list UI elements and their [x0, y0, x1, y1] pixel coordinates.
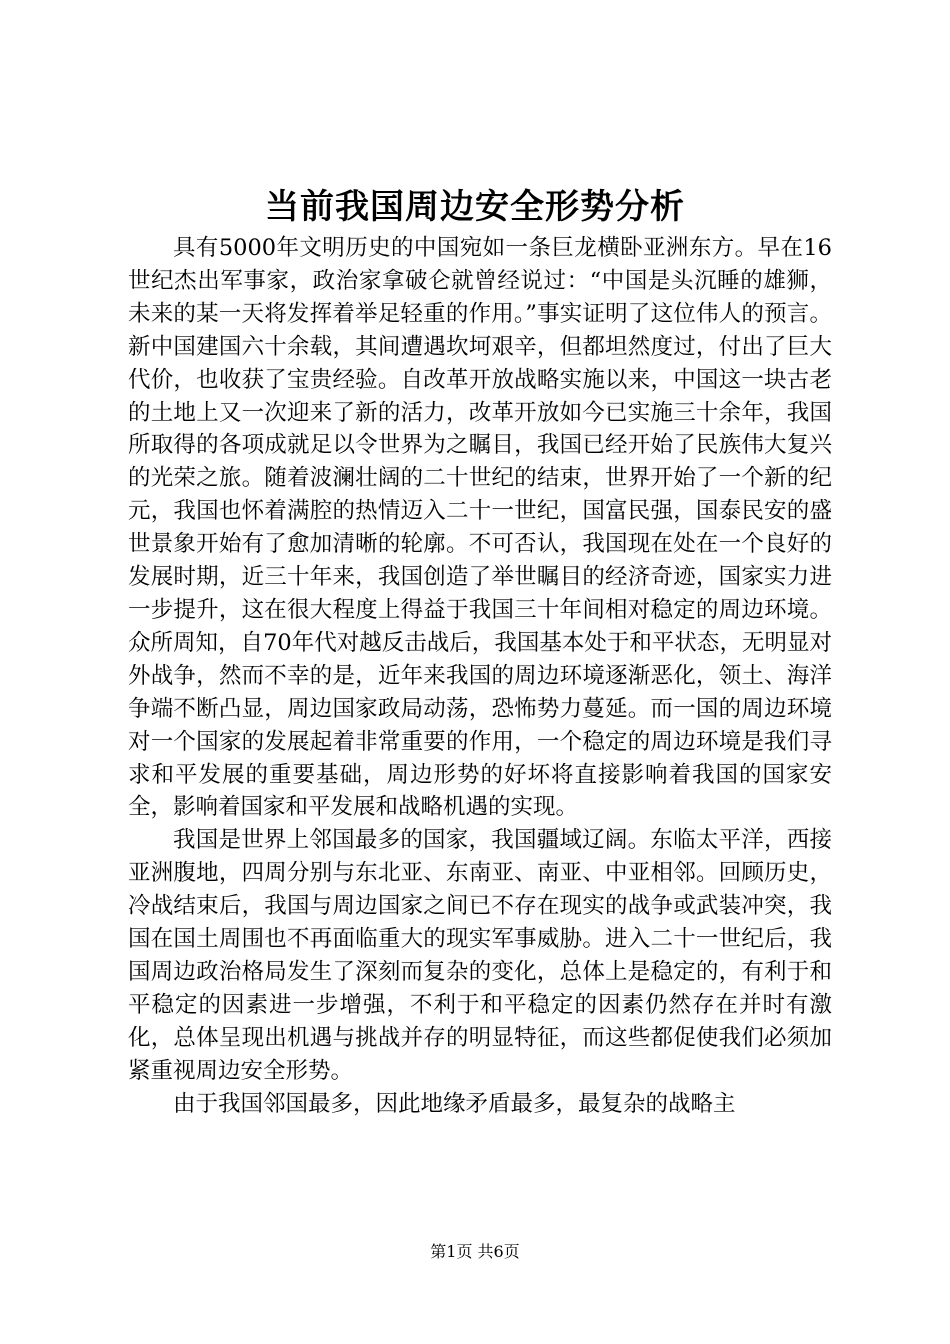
document-title: 当前我国周边安全形势分析: [265, 187, 685, 227]
document-body: [128, 232, 832, 1120]
page-footer: 第1页 共6页: [430, 1242, 520, 1261]
paragraph-3: 由于我国邻国最多，因此地缘矛盾最多，最复杂的战略主: [173, 1090, 736, 1117]
paragraph-1: 具有5000年文明历史的中国宛如一条巨龙横卧亚洲东方。早在16世纪杰出军事家，政治家拿破仑就曾经说过：“中国是头沉睡的雄狮，未来的某一天将发挥着举足轻重的作用。”事实证明了这位伟人的预言。新中国建国六十余载，其间遭遇坎坷艰辛，但都坦然度过，付出了巨大代价，也收获了宝贵经验。自改革开放战略实施以来，中国这一块古老的土地上又一次迎来了新的活力，改革开放如今已实施三十余年，我国所取得的各项成就足以令世界为之瞩目，我国已经开始了民族伟大复兴的光荣之旅。随着波澜壮阔的二十世纪的结束，世界开始了一个新的纪元，我国也怀着满腔的热情迈入二十一世纪，国富民强，国泰民安的盛世景象开始有了愈加清晰的轮廓。不可否认，我国现在处在一个良好的发展时期，近三十年来，我国创造了举世瞩目的经济奇迹，国家实力进一步提升，这在很大程度上得益于我国三十年间相对稳定的周边环境。众所周知，自70年代对越反击战后，我国基本处于和平状态，无明显对外战争，然而不幸的是，近年来我国的周边环境逐渐恶化，领土、海洋争端不断凸显，周边国家政局动荡，恐怖势力蔓延。而一国的周边环境对一个国家的发展起着非常重要的作用，一个稳定的周边环境是我们寻求和平发展的重要基础，周边形势的好坏将直接影响着我国的国家安全，影响着国家和平发展和战略机遇的实现。: [128, 235, 832, 821]
paragraph-2: 我国是世界上邻国最多的国家，我国疆域辽阔。东临太平洋，西接亚洲腹地，四周分别与东北亚、东南亚、南亚、中亚相邻。回顾历史，冷战结束后，我国与周边国家之间已不存在现实的战争或武装冲突，我国在国土周围也不再面临重大的现实军事威胁。进入二十一世纪后，我国周边政治格局发生了深刻而复杂的变化，总体上是稳定的，有利于和平稳定的因素进一步增强，不利于和平稳定的因素仍然存在并时有激化，总体呈现出机遇与挑战并存的明显特征，而这些都促使我们必须加紧重视周边安全形势。: [128, 827, 832, 1084]
